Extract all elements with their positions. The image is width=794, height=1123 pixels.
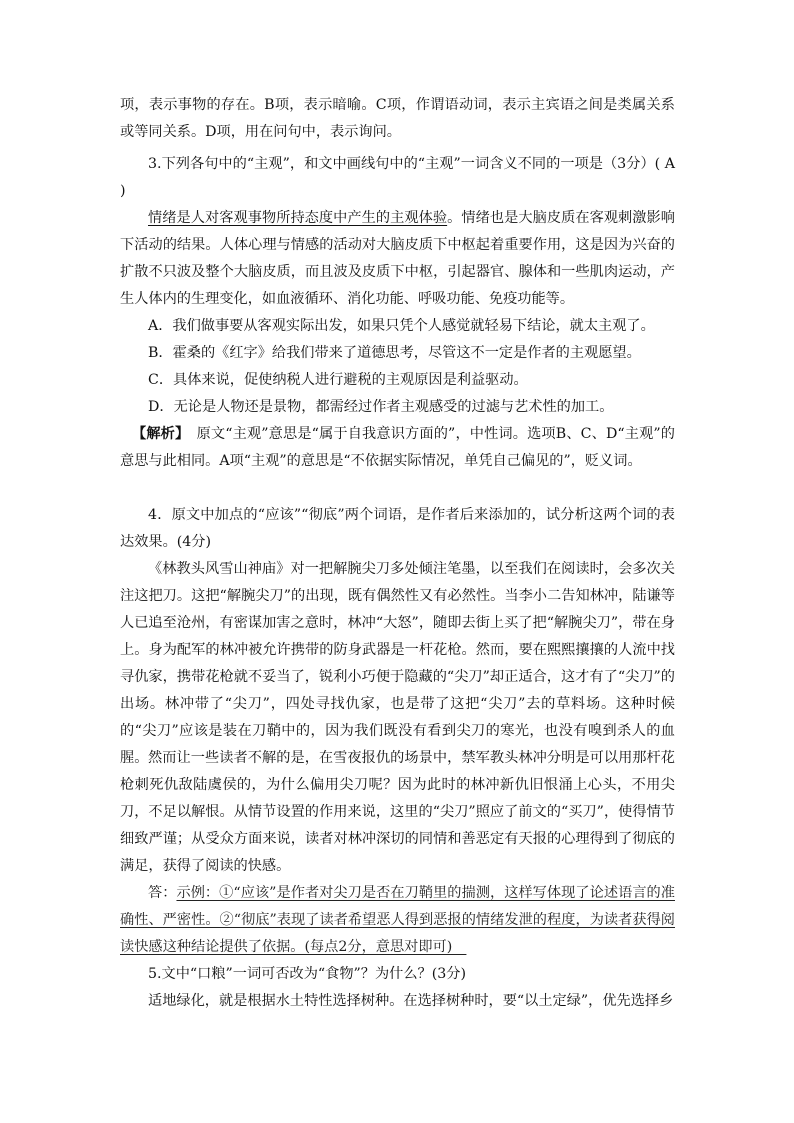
passage-rest: 。情绪也是大脑皮质在客观刺激影响下活动的结果。人体心理与情感的活动对大脑皮质下中枢起着重要作用，这是因为兴奋的扩散不只波及整个大脑皮质，而且波及皮质下中枢，引起器官、腺体和一些肌肉运动，产生人体内的生理变化，如血液循环、消化功能、呼吸功能、免疫功能等。	[120, 210, 675, 307]
analysis-label: 【解析】	[132, 426, 183, 442]
option-d: D．无论是人物还是景物，都需经过作者主观感受的过滤与艺术性的加工。	[148, 399, 614, 415]
question-4-passage-1: 《林教头风雪山神庙》对一把解腕尖刀多处倾注笔墨，以至我们在阅读时，会多次关注这把刀。这把“解腕尖刀”的出现，既有偶然性又有必然性。当李小二告知林冲，陆谦等人已追至沧州，有密谋加害之意时，林冲“大怒”，随即去街上买了把“解腕尖刀”，带在身上。身为配军的林冲被允许携带的防身武器是一杆花枪。然而，要在熙熙攘攘的人流中找寻仇家，携带花枪就不妥当了，锐利小巧便于隐藏的“尖刀”却正适合，这才有了“尖刀”的出场。林冲带了“尖刀”，四处寻找仇家，也是带了这把“尖刀”去的草料场。这种时候的“尖刀”应该是装在刀鞘中的，因为我们既没有看到尖刀的寒光，也没有嗅到杀人的血腥。	[120, 561, 675, 766]
option-c: C．具体来说，促使纳税人进行避税的主观原因是利益驱动。	[148, 372, 528, 388]
question-4-answer	[120, 880, 675, 961]
previous-analysis-paragraph: 项，表示事物的存在。B项，表示暗喻。C项，作谓语动词，表示主宾语之间是类属关系或等同关系。D项，用在问句中，表示询问。	[120, 97, 675, 140]
answer-text: 示例：①“应该”是作者对尖刀是否在刀鞘里的揣测，这样写体现了论述语言的准确性、严密性。②“彻底”表现了读者希望恶人得到恶报的情绪发泄的程度，为读者获得阅读快感这种结论提供了依据。(每点2分，意思对即可)	[120, 885, 675, 955]
question-3-stem: 3.下列各句中的“主观”，和文中画线句中的“主观”一词含义不同的一项是（3分）( A )	[120, 156, 675, 199]
analysis-text: 原文“主观”意思是“属于自我意识方面的”，中性词。选项B、C、D“主观”的意思与此相同。A项“主观”的意思是“不依据实际情况，单凭自己偏见的”，贬义词。	[120, 426, 675, 469]
question-5-passage: 适地绿化，就是根据水土特性选择树种。在选择树种时，要“以土定绿”，优先选择乡	[148, 993, 674, 1009]
answer-label: 答：	[148, 885, 177, 901]
option-a: A．我们做事要从客观实际出发，如果只凭个人感觉就轻易下结论，就太主观了。	[148, 318, 655, 334]
question-4-stem: 4．原文中加点的“应该”“彻底”两个词语，是作者后来添加的，试分析这两个词的表达效果。(4分)	[120, 507, 675, 550]
question-5-stem: 5.文中“口粮”一词可否改为“食物”？为什么？(3分)	[148, 966, 467, 982]
question-3-passage	[120, 205, 675, 313]
question-3-analysis	[120, 421, 675, 475]
question-4-passage-2: 然而让一些读者不解的是，在雪夜报仇的场景中，禁军教头林冲分明是可以用那杆花枪刺死仇敌陆虞侯的，为什么偏用尖刀呢？因为此时的林冲新仇旧恨涌上心头，不用尖刀，不足以解恨。从情节设置的作用来说，这里的“尖刀”照应了前文的“买刀”，使得情节细致严谨；从受众方面来说，读者对林冲深切的同情和善恶定有天报的心理得到了彻底的满足，获得了阅读的快感。	[120, 750, 675, 874]
underlined-sentence: 情绪是人对客观事物所持态度中产生的主观体验	[148, 210, 448, 226]
option-b: B．霍桑的《红字》给我们带来了道德思考，尽管这不一定是作者的主观愿望。	[148, 345, 641, 361]
